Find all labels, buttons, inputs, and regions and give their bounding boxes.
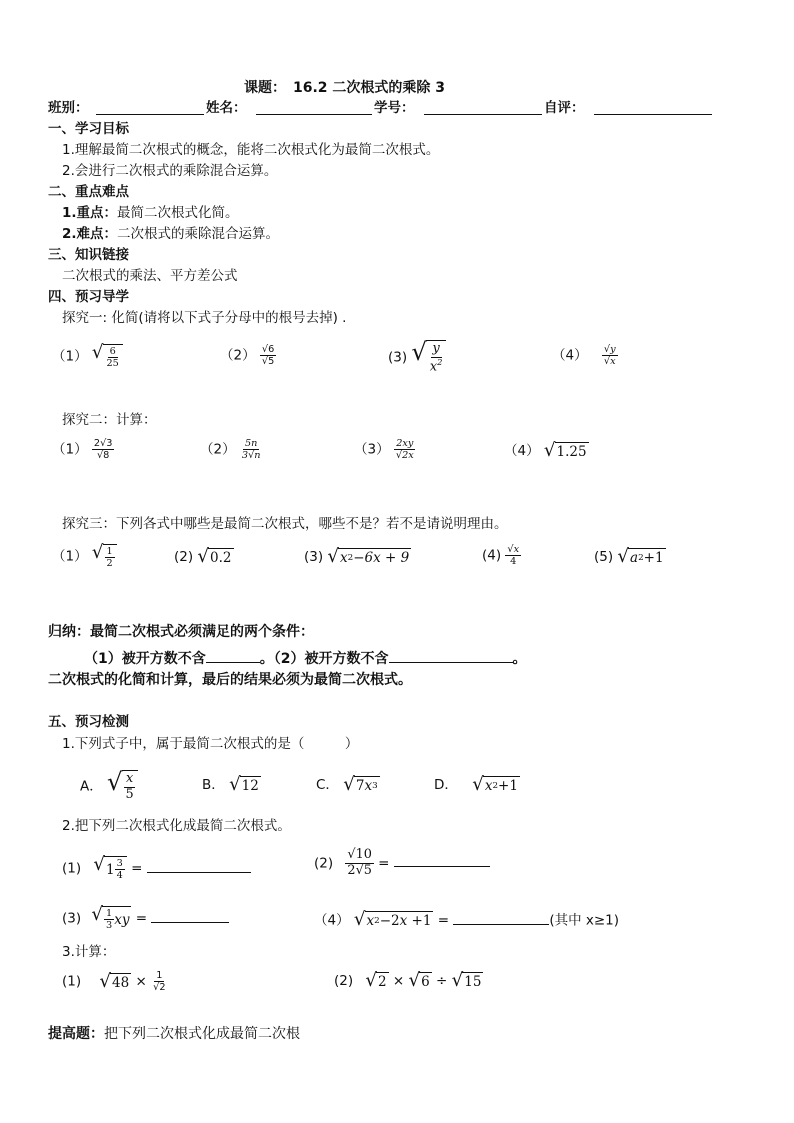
improve-line (48, 1026, 300, 1043)
q1-text: 1.下列式子中，属于最简二次根式的是（ ） (62, 736, 359, 752)
improve-label: 提高题： (48, 1026, 104, 1042)
ex3-label-4: (4) (482, 547, 502, 564)
field-class-label: 班别： (48, 100, 89, 116)
ex2-item-2: （2） $\frac{5n}{3√n}$ (200, 438, 261, 462)
q2-label-3: (3) (62, 910, 82, 927)
ex2-label-1: （1） (52, 441, 88, 458)
ex3-item-5: (5) √ a 2 + 1 (594, 546, 664, 567)
summary-c2: 。（2）被开方数不含 (259, 651, 389, 667)
summary-conditions (84, 648, 527, 668)
ex2-prompt: 探究二：计算： (62, 412, 157, 428)
q3-item-1: (1) √ 48 × $\frac{1}{√2}$ (62, 970, 166, 994)
ex1-item-2: （2） $\frac{√6}{√5}$ (220, 344, 275, 368)
eval-blank[interactable] (594, 100, 712, 115)
ex3-label-5: (5) (594, 549, 614, 566)
s1-item-1: 1.理解最简二次根式的概念，能将二次根式化为最简二次根式。 (62, 142, 440, 158)
q1-option-a[interactable]: A． √ $\frac{x}{5}$ (80, 770, 138, 803)
ex2-label-3: （3） (354, 441, 390, 458)
q2-label-2: (2) (314, 855, 334, 872)
name-blank[interactable] (256, 100, 372, 115)
section1-heading: 一、学习目标 (48, 121, 129, 137)
ex1-label-3: (3) (388, 349, 408, 366)
field-number-label: 学号： (374, 100, 415, 116)
q1-option-a-label: A． (80, 778, 103, 795)
field-name-label: 姓名： (206, 100, 247, 116)
q2-1-blank[interactable] (147, 858, 251, 873)
q2-item-2: (2) $\frac{√10}{2√5}$ = (314, 848, 490, 879)
q1-option-c[interactable]: C． √ 7 x 3 (316, 774, 378, 795)
q2-text: 2.把下列二次根式化成最简二次根式。 (62, 818, 291, 834)
ex1-prompt: 探究一: 化简(请将以下式子分母中的根号去掉) . (62, 310, 347, 326)
section5-heading: 五、预习检测 (48, 714, 129, 730)
key-point-text: 最简二次根式化简。 (117, 205, 239, 221)
q2-label-4: （4） (314, 912, 350, 929)
q3-item-2: (2) √ 2 × √ 6 ÷ √ 15 (334, 970, 482, 991)
section3-heading: 三、知识链接 (48, 247, 129, 263)
summary-line3: 二次根式的化简和计算，最后的结果必须为最简二次根式。 (48, 672, 412, 688)
number-blank[interactable] (424, 100, 542, 115)
q3-text: 3.计算： (62, 944, 116, 960)
page-title: 课题： 16.2 二次根式的乘除 3 (244, 80, 446, 96)
ex3-item-4: (4) $\frac{√x}{4}$ (482, 544, 520, 568)
ex1-label-1: （1） (52, 348, 88, 365)
s3-text: 二次根式的乘法、平方差公式 (62, 268, 238, 284)
q2-item-3: (3) √ $\frac{1}{3}$ xy = (62, 906, 229, 931)
ex1-item-4: （4） $\frac{√y}{√x}$ (552, 344, 616, 368)
ex3-item-2: (2) √ 0.2 (174, 546, 232, 567)
summary-c1: （1）被开方数不含 (84, 651, 206, 667)
section4-heading: 四、预习导学 (48, 289, 129, 305)
summary-c3: 。 (512, 651, 527, 667)
q1-option-d-label: D． (434, 777, 458, 794)
summary-line1: 归纳：最简二次根式必须满足的两个条件： (48, 624, 314, 640)
q2-item-4: （4） √ x 2 − 2 x + 1 = (其中 x≥1) (314, 909, 620, 931)
ex1-item-1: （1） √ $\frac{6}{25}$ (52, 344, 123, 369)
ex2-item-3: （3） $\frac{2xy}{√2x}$ (354, 438, 414, 462)
condition2-blank[interactable] (389, 648, 513, 663)
field-eval-label: 自评： (544, 100, 585, 116)
condition1-blank[interactable] (206, 648, 260, 663)
q2-label-1: (1) (62, 860, 82, 877)
class-blank[interactable] (96, 100, 204, 115)
q1-option-d[interactable]: D． √ x 2 + 1 (434, 774, 518, 795)
ex1-item-3: (3) √ $\frac{y}{x^2}$ (388, 340, 446, 375)
ex2-item-4: （4） √ 1.25 (504, 440, 587, 461)
ex3-label-2: (2) (174, 549, 194, 566)
section2-heading: 二、重点难点 (48, 184, 129, 200)
q1-option-b[interactable]: B． √ 12 (202, 774, 259, 795)
q2-item-1: (1) √ 1 $\frac{3}{4}$ = (62, 856, 251, 881)
q2-4-blank[interactable] (453, 910, 549, 925)
ex3-label-1: （1） (52, 548, 88, 565)
q2-2-blank[interactable] (394, 853, 490, 868)
ex3-item-3: (3) √ x 2 −6x + 9 (304, 546, 410, 567)
s1-item-2: 2.会进行二次根式的乘除混合运算。 (62, 163, 278, 179)
ex2-label-2: （2） (200, 441, 236, 458)
ex2-item-1: （1） $\frac{2√3}{√8}$ (52, 438, 113, 462)
ex2-label-4: （4） (504, 443, 540, 460)
q1-option-c-label: C． (316, 777, 339, 794)
difficulty-label: 2.难点： (62, 226, 118, 242)
q2-4-note: (其中 x≥1) (549, 912, 620, 929)
q3-label-2: (2) (334, 973, 354, 990)
ex3-prompt: 探究三：下列各式中哪些是最简二次根式，哪些不是？若不是请说明理由。 (62, 516, 508, 532)
improve-text: 把下列二次根式化成最简二次根 (104, 1026, 300, 1042)
q2-3-blank[interactable] (151, 908, 229, 923)
ex1-label-2: （2） (220, 347, 256, 364)
difficulty-text: 二次根式的乘除混合运算。 (117, 226, 280, 242)
q3-label-1: (1) (62, 973, 82, 990)
q1-option-b-label: B． (202, 777, 225, 794)
ex3-label-3: (3) (304, 549, 324, 566)
ex3-item-1: （1） √ $\frac{1}{2}$ (52, 544, 117, 569)
ex1-label-4: （4） (552, 347, 588, 364)
key-point-label: 1.重点： (62, 205, 118, 221)
